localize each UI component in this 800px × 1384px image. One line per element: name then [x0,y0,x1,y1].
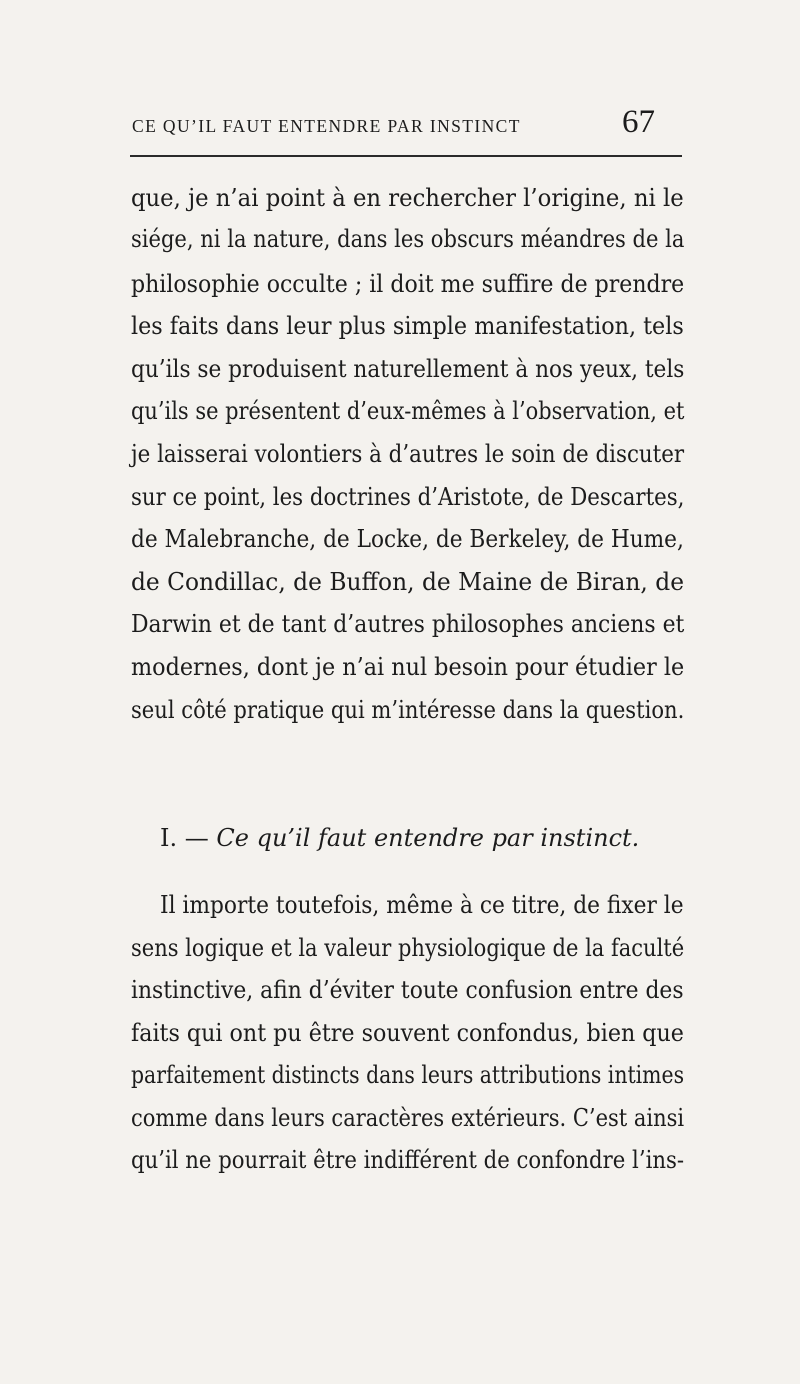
text-line: seul côté pratique qui m’intéresse dans la question. [131,696,685,724]
running-title: CE QU’IL FAUT ENTENDRE PAR INSTINCT [132,116,521,136]
text-line: philosophie occulte ; il doit me suffire de prendre [131,270,685,298]
text-line: je laisserai volontiers à d’autres le soin de discuter [131,440,685,468]
text-line: instinctive, afin d’éviter toute confusion entre des [131,976,684,1004]
text-line: Darwin et de tant d’autres philosophes anciens et [131,610,685,638]
text-line: sens logique et la valeur physiologique de la faculté [131,934,685,962]
text-line: les faits dans leur plus simple manifestation, tels [131,312,684,340]
page-header [0,100,800,140]
text-line: modernes, dont je n’ai nul besoin pour étudier le [131,653,685,681]
text-line: qu’il ne pourrait être indifférent de confondre l’ins- [131,1146,685,1174]
text-line: qu’ils se produisent naturellement à nos yeux, tels [131,355,685,383]
text-line: de Condillac, de Buffon, de Maine de Biran, de [131,568,684,596]
text-line: Il importe toutefois, même à ce titre, de fixer le [160,891,684,919]
section-number: I. [160,824,178,852]
text-line: sur ce point, les doctrines d’Aristote, de Descartes, [131,483,685,511]
text-line: parfaitement distincts dans leurs attributions intimes [131,1061,685,1089]
section-dash: — [184,824,209,852]
section-heading [160,818,639,858]
text-line: siége, ni la nature, dans les obscurs méandres de la [131,225,685,253]
text-line: que, je n’ai point à en rechercher l’origine, ni le [131,184,684,212]
text-line: faits qui ont pu être souvent confondus, bien que [131,1019,684,1047]
text-line: comme dans leurs caractères extérieurs. C’est ainsi [131,1104,685,1132]
section-title: Ce qu’il faut entendre par instinct. [216,824,640,852]
header-rule [130,155,682,157]
text-line: de Malebranche, de Locke, de Berkeley, de Hume, [131,525,684,553]
text-line: qu’ils se présentent d’eux-mêmes à l’observation, et [131,397,685,425]
page-number: 67 [622,104,655,140]
